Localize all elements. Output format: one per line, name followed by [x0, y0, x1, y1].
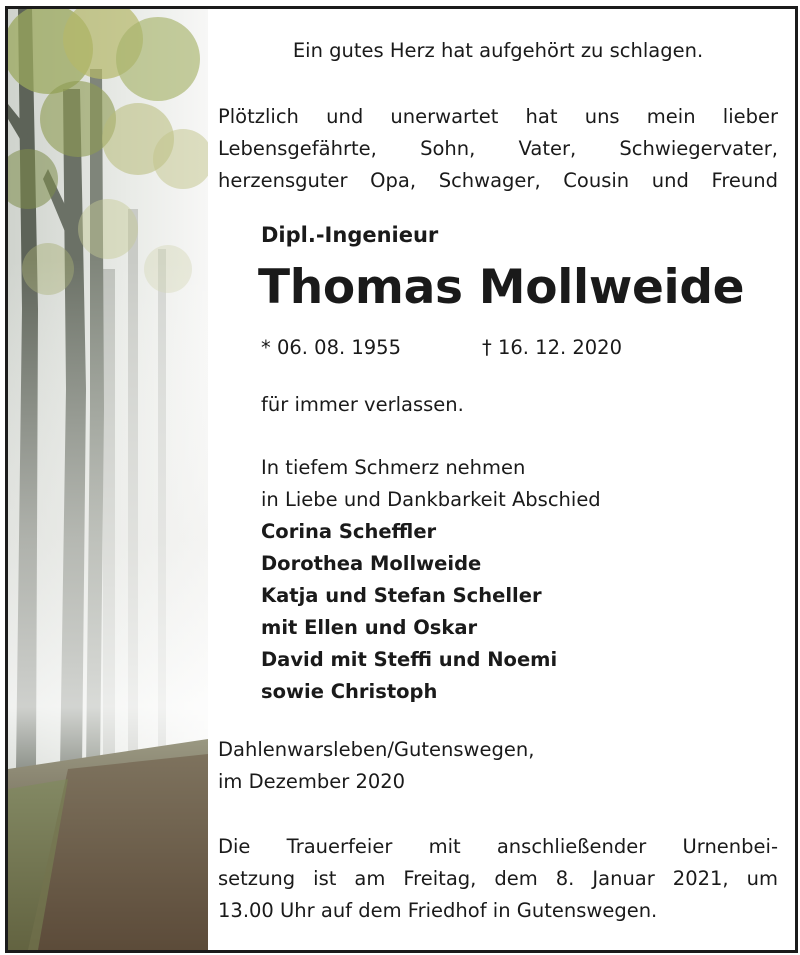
place-line: Dahlenwarsleben/Gutenswegen,: [218, 738, 535, 761]
notice-text: [218, 9, 778, 950]
ceremony-line: 13.00 Uhr auf dem Friedhof in Gutenswegen.: [218, 899, 658, 922]
intro-line: Lebensgefährte, Sohn, Vater, Schwiegervater,: [218, 137, 778, 160]
mourner-name: sowie Christoph: [261, 680, 438, 703]
intro-line: Plötzlich und unerwartet hat uns mein lieber: [218, 105, 778, 128]
obituary-frame: [5, 6, 798, 953]
opening-line: Ein gutes Herz hat aufgehört zu schlagen.: [292, 39, 704, 62]
mourner-name: David mit Steffi und Noemi: [261, 648, 558, 671]
place-date-block: [218, 734, 534, 798]
intro-line: herzensguter Opa, Schwager, Cousin und Freund: [218, 169, 778, 192]
death-date: † 16. 12. 2020: [482, 336, 622, 359]
date-line: im Dezember 2020: [218, 770, 406, 793]
ceremony-block: [218, 831, 778, 927]
farewell-block: [261, 452, 601, 708]
academic-title: Dipl.-Ingenieur: [261, 223, 439, 247]
mourner-name: Katja und Stefan Scheller: [261, 584, 542, 607]
mourner-name: mit Ellen und Oskar: [261, 616, 478, 639]
mourner-name: Corina Scheffler: [261, 520, 437, 543]
ceremony-line: setzung ist am Freitag, dem 8. Januar 2021, um: [218, 867, 778, 890]
deceased-name: Thomas Mollweide: [258, 260, 745, 315]
left-line: für immer verlassen.: [261, 393, 464, 416]
forest-photo: [8, 9, 208, 950]
ceremony-line: Die Trauerfeier mit anschließender Urnenbei-: [218, 835, 778, 858]
forest-illustration: [8, 9, 208, 950]
farewell-line: In tiefem Schmerz nehmen: [261, 456, 526, 479]
farewell-line: in Liebe und Dankbarkeit Abschied: [261, 488, 601, 511]
intro-block: [218, 101, 778, 197]
birth-date: * 06. 08. 1955: [261, 336, 401, 359]
mourner-name: Dorothea Mollweide: [261, 552, 482, 575]
